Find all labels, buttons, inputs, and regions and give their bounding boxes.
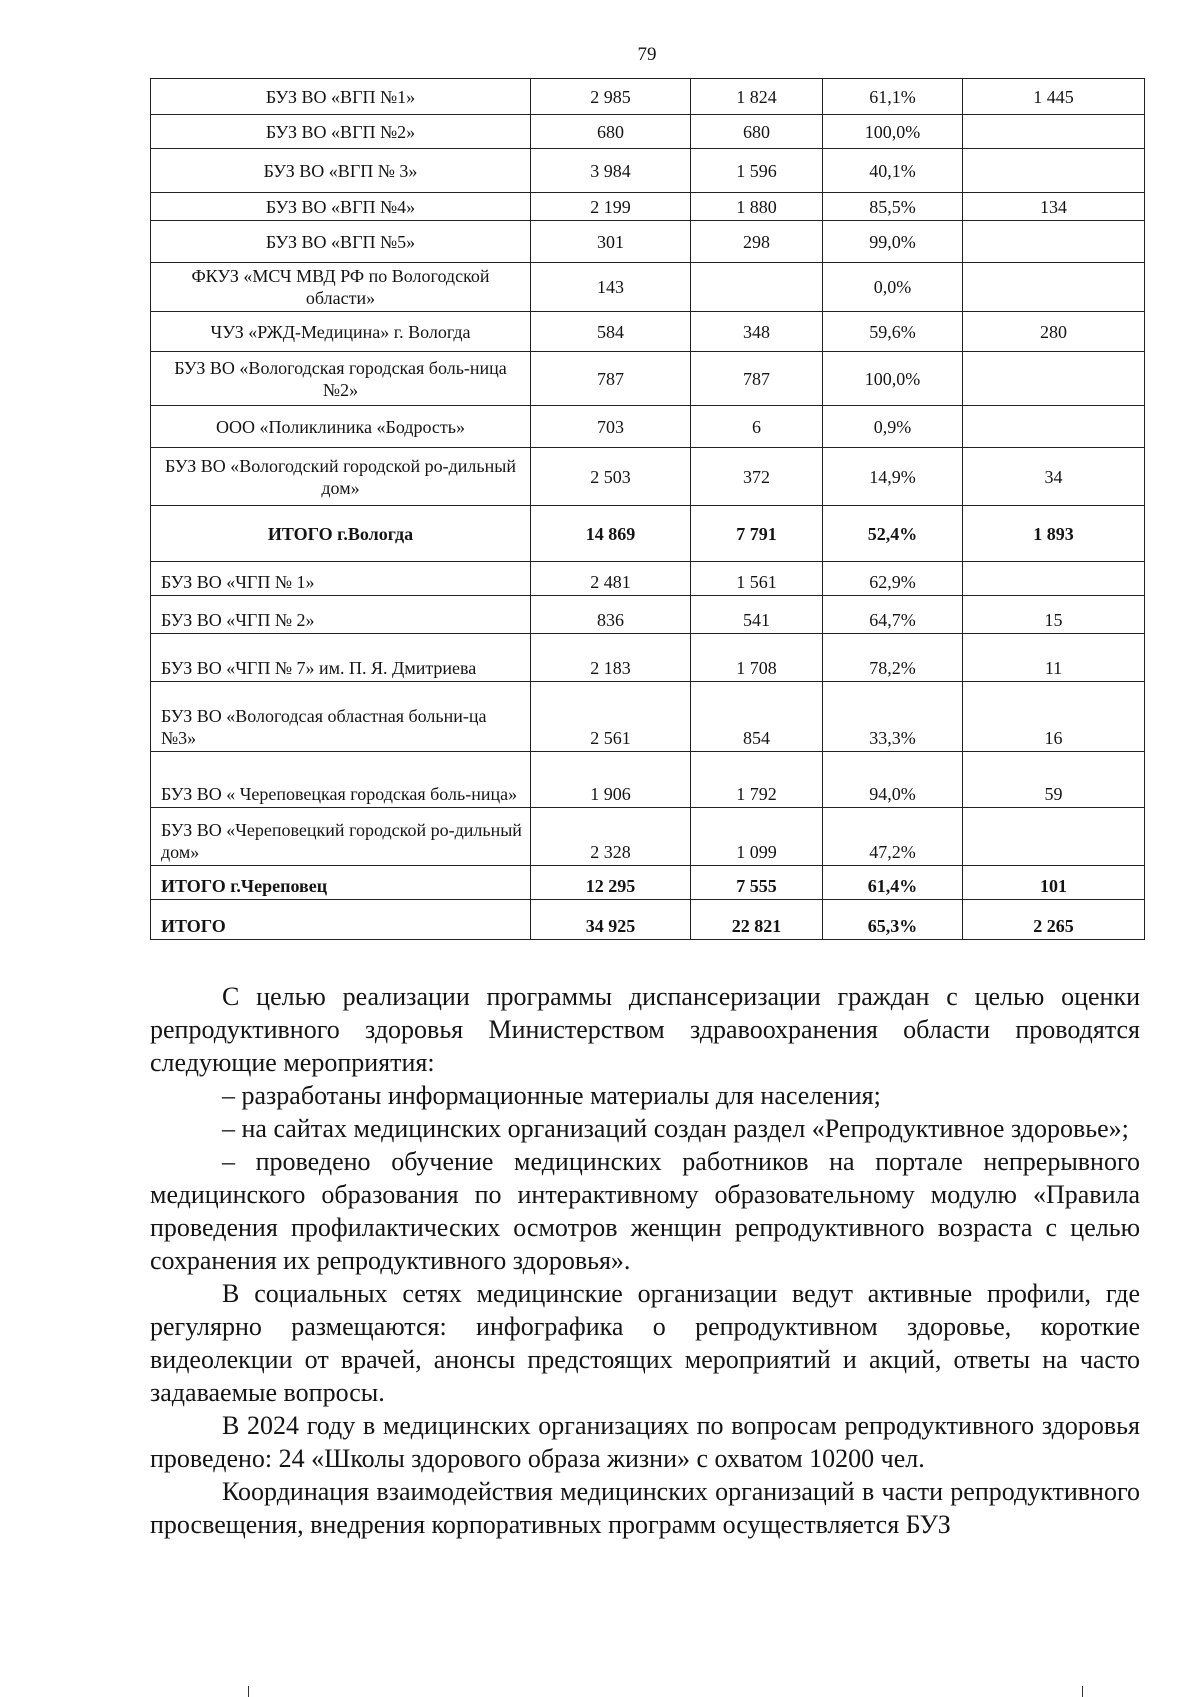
value-cell: 34 (963, 448, 1145, 506)
value-cell: 2 561 (531, 682, 691, 752)
value-cell: 1 561 (691, 562, 823, 596)
table-row (151, 634, 1145, 682)
value-cell: 703 (531, 406, 691, 448)
organization-cell: БУЗ ВО «ВГП №1» (151, 79, 531, 115)
paragraph: С целью реализации программы диспансеризации граждан с целью оценки репродуктивного здоровья Министерством здравоохранения области проводятся следующие мероприятия: (150, 982, 1140, 1077)
table-row (151, 562, 1145, 596)
value-cell (963, 115, 1145, 149)
value-cell: 15 (963, 596, 1145, 634)
value-cell: 143 (531, 263, 691, 312)
value-cell: 280 (963, 312, 1145, 352)
value-cell: 101 (963, 866, 1145, 900)
organization-cell: ИТОГО (151, 900, 531, 940)
subtotal-row (151, 506, 1145, 562)
value-cell: 7 791 (691, 506, 823, 562)
value-cell: 2 199 (531, 193, 691, 221)
value-cell (963, 352, 1145, 406)
value-cell: 3 984 (531, 149, 691, 193)
organization-cell: БУЗ ВО «Череповецкий городской ро-дильный дом» (151, 808, 531, 866)
value-cell: 1 824 (691, 79, 823, 115)
value-cell: 680 (531, 115, 691, 149)
value-cell: 836 (531, 596, 691, 634)
value-cell: 584 (531, 312, 691, 352)
organization-cell: БУЗ ВО «ЧГП № 1» (151, 562, 531, 596)
percent-cell: 78,2% (823, 634, 963, 682)
table-row (151, 352, 1145, 406)
value-cell: 1 445 (963, 79, 1145, 115)
value-cell: 1 099 (691, 808, 823, 866)
percent-cell: 61,1% (823, 79, 963, 115)
scan-mark (1082, 1686, 1083, 1697)
subtotal-row (151, 866, 1145, 900)
organization-cell: ЧУЗ «РЖД-Медицина» г. Вологда (151, 312, 531, 352)
value-cell: 1 708 (691, 634, 823, 682)
value-cell: 1 906 (531, 752, 691, 808)
organization-cell: ИТОГО г.Вологда (151, 506, 531, 562)
total-row (151, 900, 1145, 940)
percent-cell: 100,0% (823, 115, 963, 149)
value-cell: 16 (963, 682, 1145, 752)
table-row (151, 682, 1145, 752)
value-cell (963, 808, 1145, 866)
paragraph: – разработаны информационные материалы для населения; (222, 1081, 881, 1110)
value-cell: 2 183 (531, 634, 691, 682)
percent-cell: 0,0% (823, 263, 963, 312)
percent-cell: 52,4% (823, 506, 963, 562)
paragraph: – на сайтах медицинских организаций создан раздел «Репродуктивное здоровье»; (222, 1114, 1129, 1143)
table-row (151, 193, 1145, 221)
value-cell: 34 925 (531, 900, 691, 940)
table-row (151, 752, 1145, 808)
value-cell: 680 (691, 115, 823, 149)
organization-cell: БУЗ ВО «Вологодская городская боль-ница №2» (151, 352, 531, 406)
value-cell: 1 880 (691, 193, 823, 221)
value-cell (963, 149, 1145, 193)
organization-cell: ФКУЗ «МСЧ МВД РФ по Вологодской области» (151, 263, 531, 312)
value-cell: 2 328 (531, 808, 691, 866)
value-cell (691, 263, 823, 312)
organization-cell: БУЗ ВО «ЧГП № 2» (151, 596, 531, 634)
table-row (151, 448, 1145, 506)
body-text (150, 980, 1140, 1541)
paragraph: Координация взаимодействия медицинских организаций в части репродуктивного просвещения, внедрения корпоративных программ осуществляется БУЗ (150, 1477, 1140, 1539)
value-cell: 12 295 (531, 866, 691, 900)
value-cell: 541 (691, 596, 823, 634)
value-cell: 372 (691, 448, 823, 506)
table-row (151, 312, 1145, 352)
percent-cell: 64,7% (823, 596, 963, 634)
organization-cell: БУЗ ВО «Вологодсая областная больни-ца №3» (151, 682, 531, 752)
organization-cell: БУЗ ВО « Череповецкая городская боль-ница» (151, 752, 531, 808)
value-cell (963, 221, 1145, 263)
value-cell: 298 (691, 221, 823, 263)
scan-mark (248, 1686, 249, 1697)
table-row (151, 79, 1145, 115)
value-cell: 7 555 (691, 866, 823, 900)
percent-cell: 40,1% (823, 149, 963, 193)
table-row (151, 115, 1145, 149)
value-cell (963, 406, 1145, 448)
value-cell: 2 985 (531, 79, 691, 115)
value-cell: 1 596 (691, 149, 823, 193)
value-cell: 2 503 (531, 448, 691, 506)
table-row (151, 149, 1145, 193)
table-row (151, 596, 1145, 634)
percent-cell: 62,9% (823, 562, 963, 596)
paragraph: В 2024 году в медицинских организациях по вопросам репродуктивного здоровья проведено: 24 «Школы здорового образа жизни» с охватом 10200 чел. (150, 1411, 1140, 1473)
value-cell: 2 265 (963, 900, 1145, 940)
value-cell: 14 869 (531, 506, 691, 562)
value-cell: 1 792 (691, 752, 823, 808)
organization-cell: БУЗ ВО «ВГП №2» (151, 115, 531, 149)
paragraph: В социальных сетях медицинские организации ведут активные профили, где регулярно размещаются: инфографика о репродуктивном здоровье, короткие видеолекции от врачей, анонсы предстоящих мероприятий и акций, ответы на часто задаваемые вопросы. (150, 1279, 1140, 1407)
value-cell: 787 (531, 352, 691, 406)
table-row (151, 808, 1145, 866)
percent-cell: 14,9% (823, 448, 963, 506)
table-row (151, 221, 1145, 263)
value-cell: 2 481 (531, 562, 691, 596)
value-cell: 59 (963, 752, 1145, 808)
percent-cell: 99,0% (823, 221, 963, 263)
percent-cell: 94,0% (823, 752, 963, 808)
value-cell: 348 (691, 312, 823, 352)
organization-cell: БУЗ ВО «ВГП №5» (151, 221, 531, 263)
organization-cell: БУЗ ВО «ВГП № 3» (151, 149, 531, 193)
organization-cell: БУЗ ВО «Вологодский городской ро-дильный дом» (151, 448, 531, 506)
value-cell (963, 263, 1145, 312)
organization-cell: ООО «Поликлиника «Бодрость» (151, 406, 531, 448)
organization-cell: БУЗ ВО «ВГП №4» (151, 193, 531, 221)
organization-cell: БУЗ ВО «ЧГП № 7» им. П. Я. Дмитриева (151, 634, 531, 682)
table-row (151, 406, 1145, 448)
percent-cell: 61,4% (823, 866, 963, 900)
percent-cell: 33,3% (823, 682, 963, 752)
paragraph: – проведено обучение медицинских работников на портале непрерывного медицинского образования по интерактивному образовательному модулю «Правила проведения профилактических осмотров женщин репродуктивного возраста с целью сохранения их репродуктивного здоровья». (150, 1147, 1140, 1275)
value-cell: 22 821 (691, 900, 823, 940)
value-cell: 301 (531, 221, 691, 263)
percent-cell: 65,3% (823, 900, 963, 940)
percent-cell: 85,5% (823, 193, 963, 221)
statistics-table (150, 78, 1145, 940)
organization-cell: ИТОГО г.Череповец (151, 866, 531, 900)
percent-cell: 47,2% (823, 808, 963, 866)
value-cell (963, 562, 1145, 596)
value-cell: 11 (963, 634, 1145, 682)
value-cell: 134 (963, 193, 1145, 221)
value-cell: 1 893 (963, 506, 1145, 562)
percent-cell: 59,6% (823, 312, 963, 352)
percent-cell: 0,9% (823, 406, 963, 448)
value-cell: 6 (691, 406, 823, 448)
table-row (151, 263, 1145, 312)
value-cell: 854 (691, 682, 823, 752)
value-cell: 787 (691, 352, 823, 406)
percent-cell: 100,0% (823, 352, 963, 406)
page-number: 79 (637, 44, 657, 65)
